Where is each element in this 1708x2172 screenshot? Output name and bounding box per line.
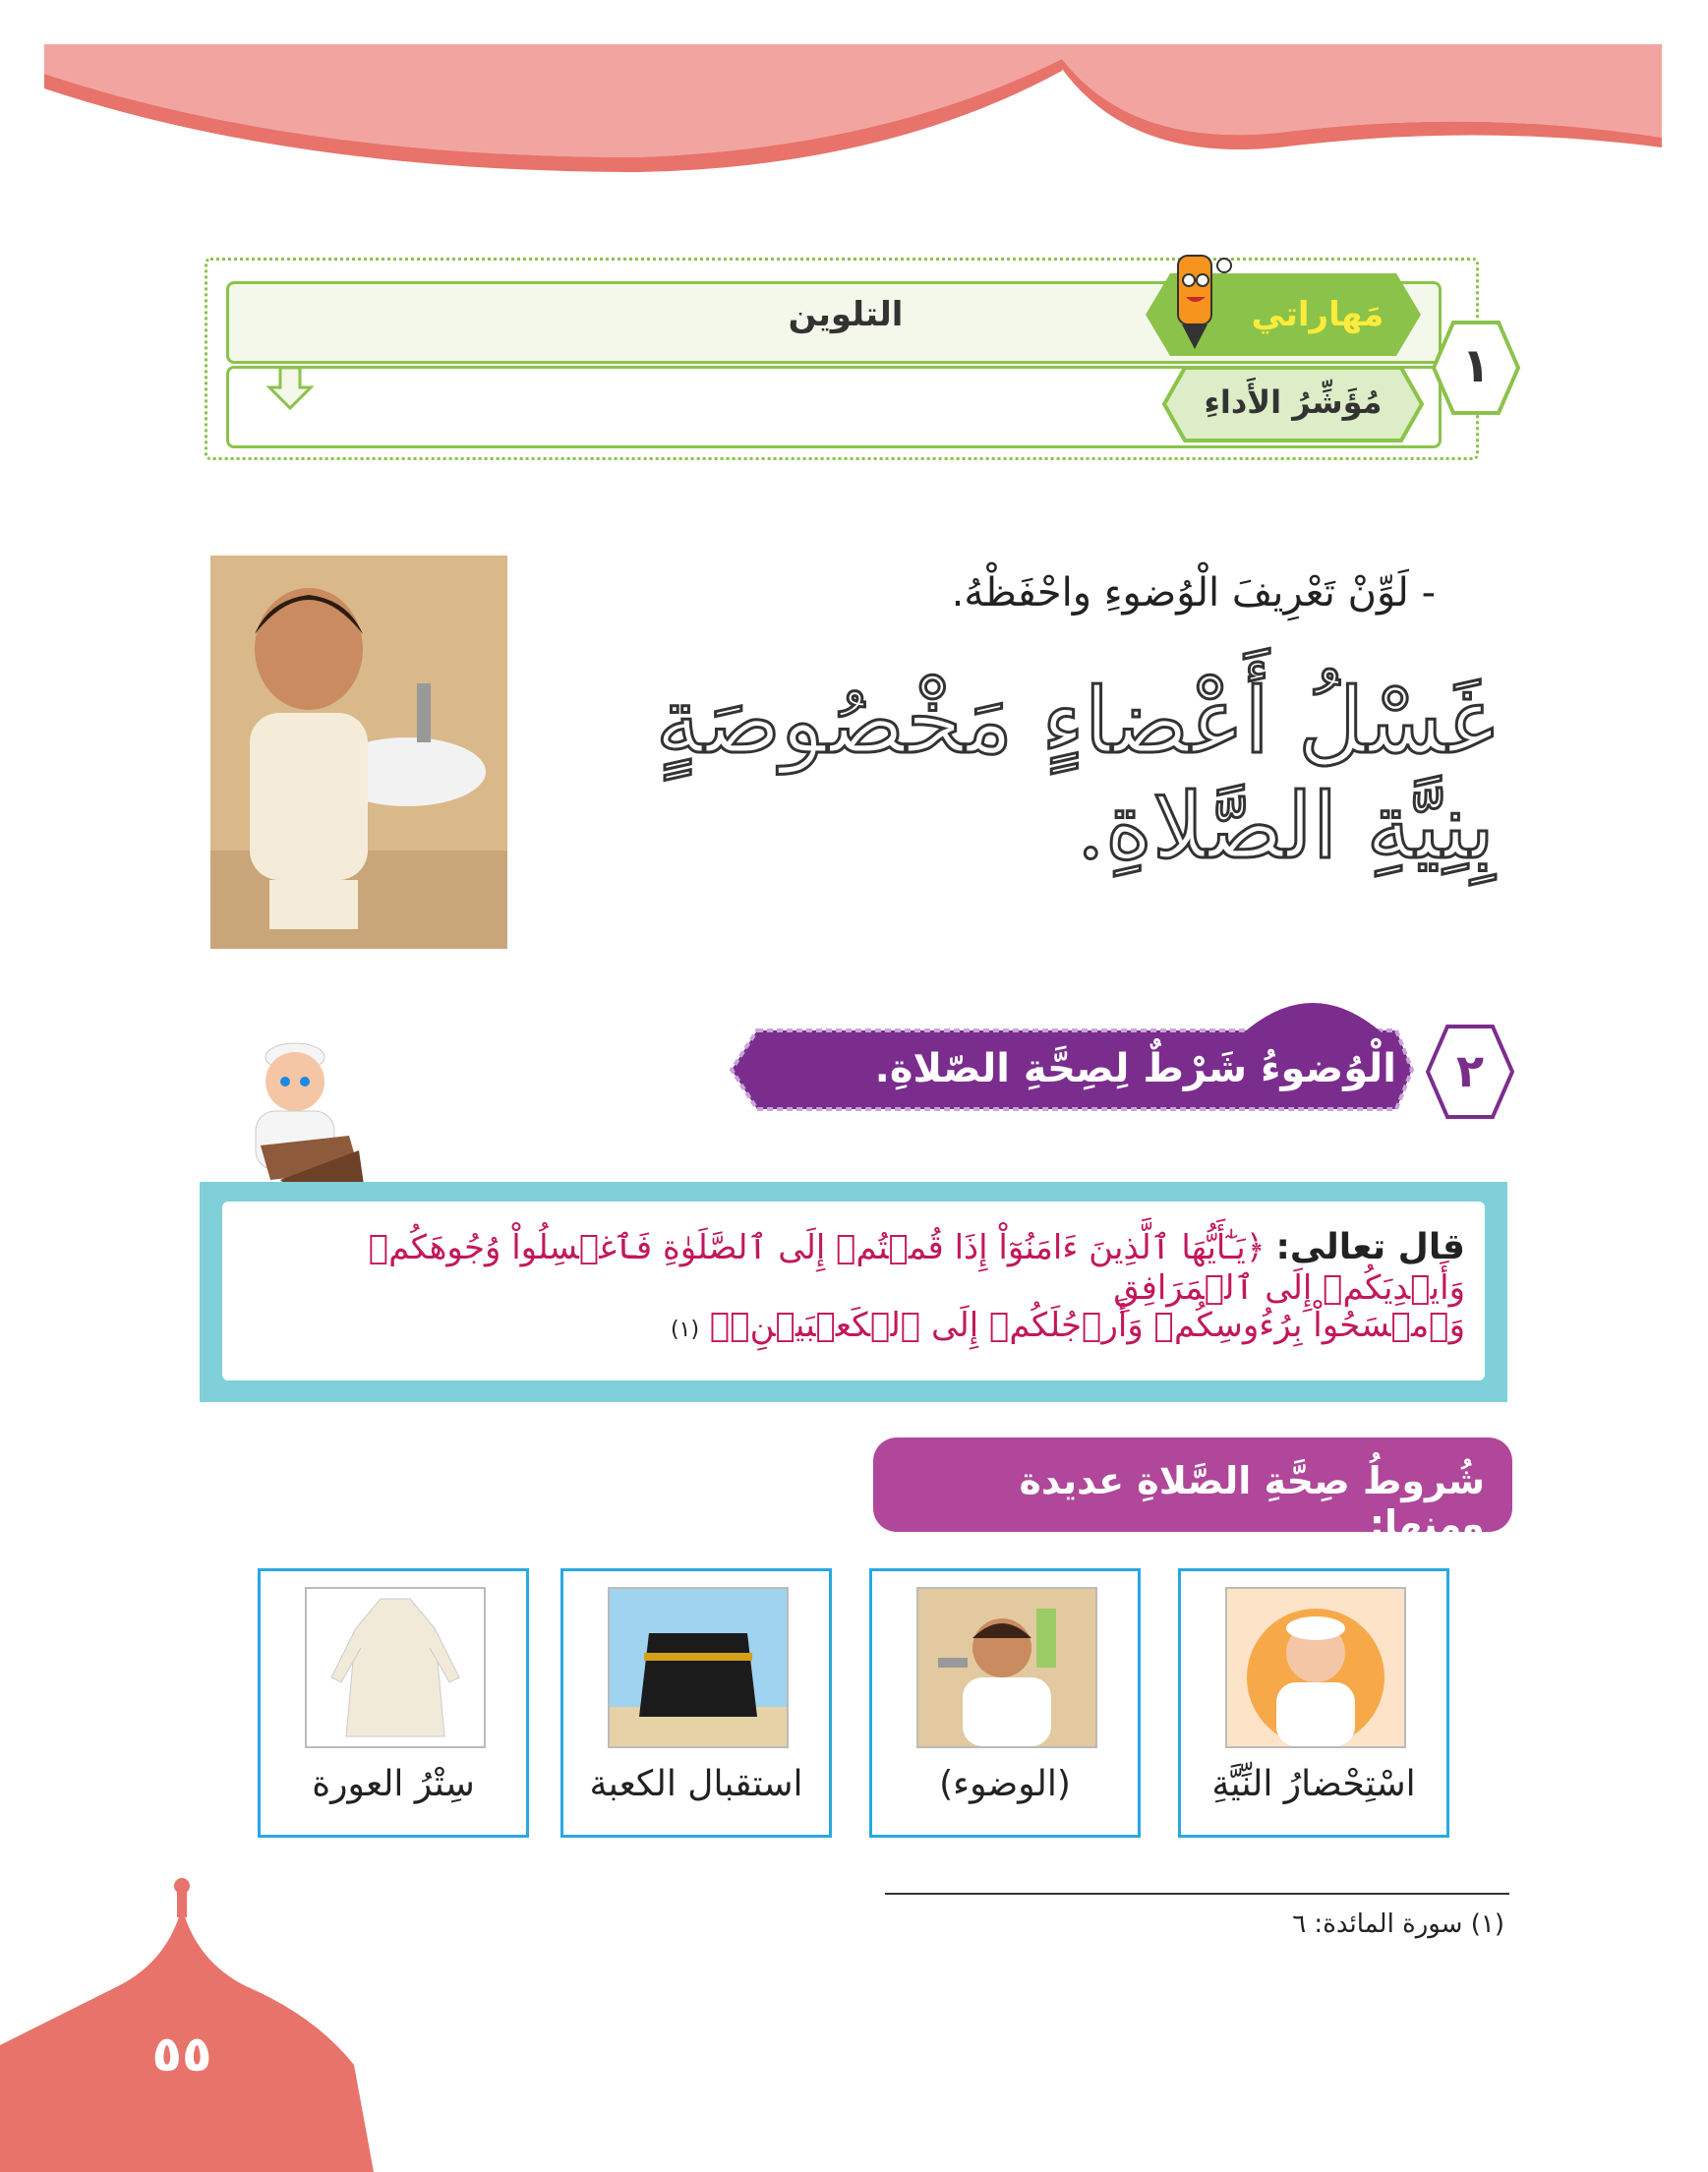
thobe-image — [305, 1587, 486, 1748]
top-ribbon-decoration — [0, 0, 1708, 197]
boy-wudu-illustration — [210, 556, 507, 949]
kaaba-image — [608, 1587, 789, 1748]
wudu-definition-outline[interactable]: غَسْلُ أَعْضاءٍ مَخْصُوصَةٍ بِنِيَّةِ الصَّلاةِ. — [655, 669, 1495, 879]
verse-text-1: ﴿يَـٰٓأَيُّهَا ٱلَّذِينَ ءَامَنُوٓاْ إِذَا قُمۡتُمۡ إِلَى ٱلصَّلَوٰةِ فَٱغۡسِلُواْ وُجُوهَكُمۡ وَأَيۡدِيَكُمۡ إِلَى ٱلۡمَرَافِقِ — [368, 1228, 1465, 1308]
verse-intro: قال تعالى: — [1275, 1227, 1465, 1267]
skills-label: مَهاراتي — [1251, 295, 1384, 334]
condition-card-wudu — [869, 1568, 1141, 1838]
skill-name: التلوين — [788, 295, 904, 334]
section-number: ١ — [1461, 338, 1491, 393]
card-label: استقبال الكعبة — [589, 1764, 803, 1804]
card-label: اسْتِحْضارُ النِّيَّةِ — [1211, 1764, 1416, 1804]
footnote-divider — [885, 1893, 1509, 1895]
boy-reading-quran-illustration — [211, 1013, 369, 1190]
card-label: (الوضوء) — [939, 1764, 1071, 1804]
verse-line-1 — [236, 1227, 1465, 1308]
verse-line-2 — [236, 1306, 1465, 1345]
footnote-ref: (١) — [671, 1318, 700, 1342]
arrow-down-icon — [265, 366, 315, 411]
condition-card-intention — [1178, 1568, 1449, 1838]
corner-dome-decoration — [0, 1868, 413, 2172]
section2-title: الْوُضوءُ شَرْطٌ لِصِحَّةِ الصّلاةِ. — [874, 1046, 1396, 1091]
praying-boy-image — [1225, 1587, 1406, 1748]
card-label: سِتْرُ العورة — [312, 1764, 475, 1804]
section2-number: ٢ — [1455, 1044, 1485, 1097]
indicator-label: مُؤَشِّرُ الأَداءِ — [1204, 383, 1383, 421]
instruction-text: - لَوِّنْ تَعْرِيفَ الْوُضوءِ واحْفَظْهُ. — [951, 570, 1436, 616]
conditions-title: شُروطُ صِحَّةِ الصَّلاةِ عديدة ومنها: — [1019, 1459, 1485, 1546]
condition-card-covering — [258, 1568, 529, 1838]
verse-text-2: وَٱمۡسَحُواْ بِرُءُوسِكُمۡ وَأَرۡجُلَكُمۡ إِلَى ٱلۡكَعۡبَيۡنِۚ﴾ — [709, 1306, 1465, 1345]
footnote: (١) سورة المائدة: ٦ — [1292, 1909, 1504, 1939]
page-number: ٥٥ — [151, 2025, 212, 2083]
washing-boy-image — [916, 1587, 1097, 1748]
condition-card-kaaba — [560, 1568, 832, 1838]
dome-decoration — [1239, 983, 1386, 1032]
pencil-mascot-icon — [1160, 246, 1239, 354]
